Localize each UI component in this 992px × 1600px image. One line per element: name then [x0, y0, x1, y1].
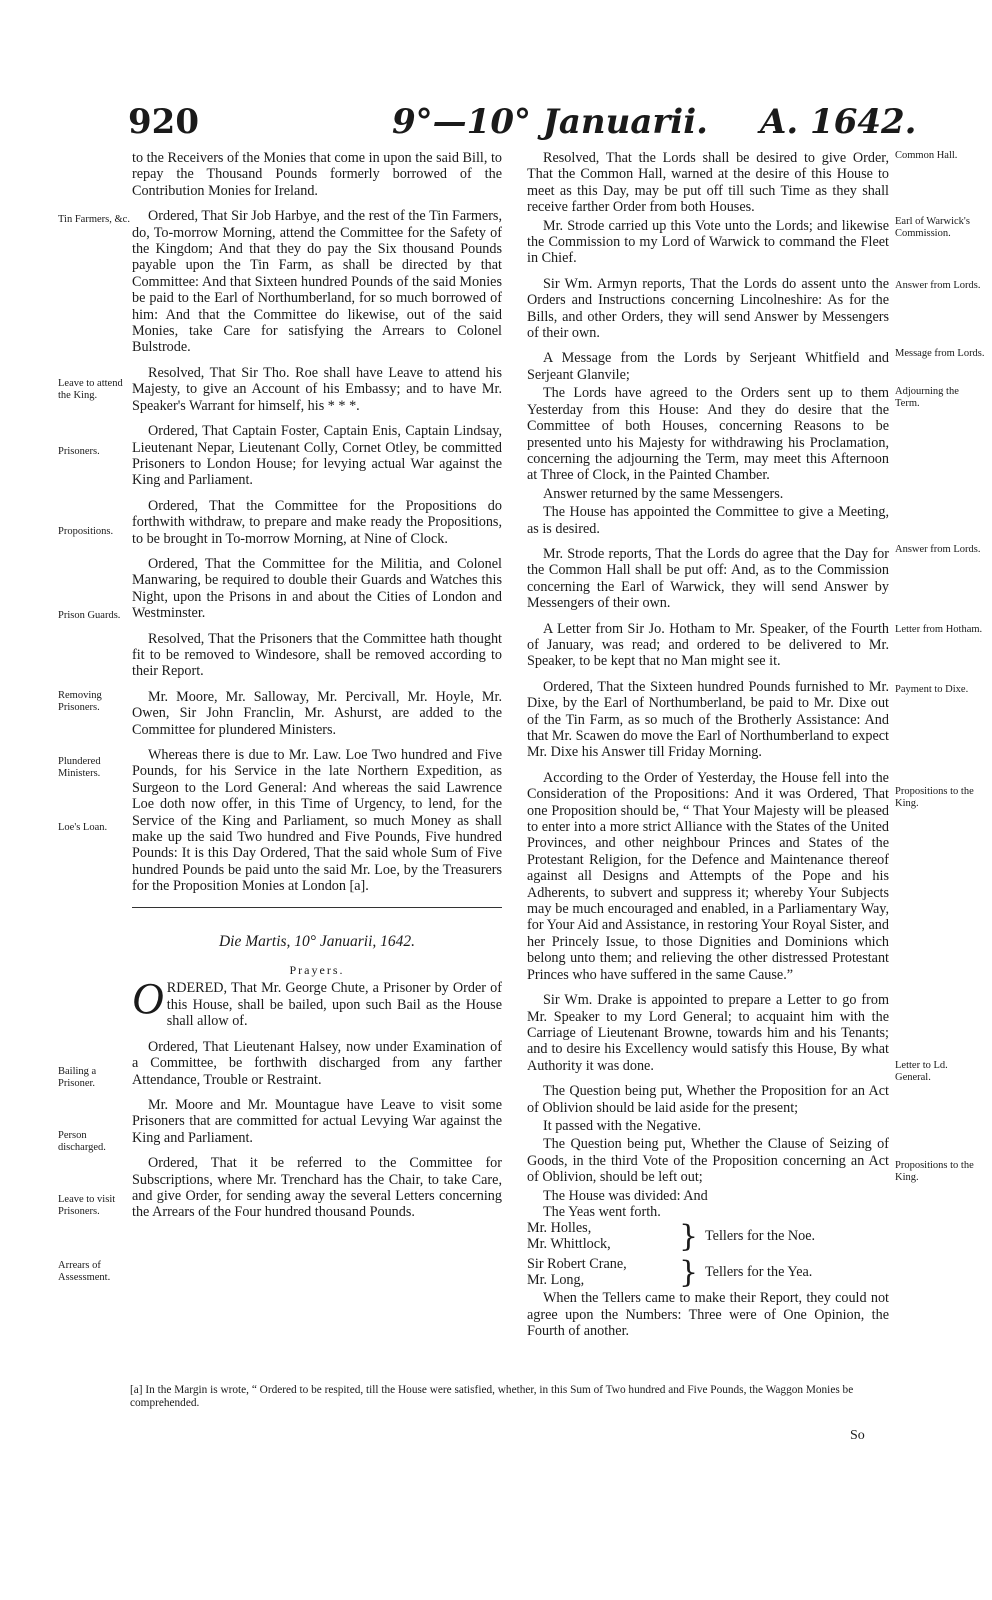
paragraph-lords-agreed: The Lords have agreed to the Orders sent up to them Yesterday from this House: And they do desire that the Committee of both Houses, concerning Reasons to be presented unto his Majesty for withdrawing his Proclamation, concerning the adjourning the Term, may meet this Afternoon at Three of Clock, in the Painted Chamber.: [527, 385, 889, 484]
tellers-label: Tellers for the Yea.: [705, 1264, 813, 1281]
margin-note-letter-to-general: Letter to Ld. General.: [895, 1060, 948, 1083]
margin-note-arrears-assessment: Arrears of Assessment.: [58, 1260, 111, 1283]
catchword: So: [850, 1428, 865, 1443]
margin-note-prison-guards: Prison Guards.: [58, 610, 121, 621]
margin-note-adjourning-term: Adjourning the Term.: [895, 386, 959, 409]
paragraph-roe-leave: Resolved, That Sir Tho. Roe shall have Leave to attend his Majesty, to give an Account of his Embassy; and to have Mr. Speaker's Warrant for himself, his * * *.: [132, 364, 502, 414]
margin-note-plundered-ministers: Plundered Ministers.: [58, 756, 101, 779]
header-year: A. 1642.: [760, 102, 917, 142]
margin-note-answer-from-lords-1: Answer from Lords.: [895, 280, 981, 291]
margin-note-propositions-to-king-1: Propositions to the King.: [895, 786, 974, 809]
teller-name: Mr. Holles,: [527, 1220, 592, 1237]
paragraph-hotham-letter: A Letter from Sir Jo. Hotham to Mr. Speaker, of the Fourth of January, was read; and ordered to be delivered to Mr. Speaker, to be kept that no Man might see it.: [527, 620, 889, 670]
paragraph-arrears: Ordered, That it be referred to the Committee for Subscriptions, where Mr. Trenchard has the Chair, to take Care, and give Order, for sending away the several Letters concerning the Arrears of the Four hundred thousand Pounds.: [132, 1155, 502, 1221]
margin-note-payment-to-dixe: Payment to Dixe.: [895, 684, 969, 695]
paragraph-house-divided: The House was divided: And: [543, 1187, 708, 1204]
margin-note-bailing-prisoner: Bailing a Prisoner.: [58, 1066, 97, 1089]
teller-name: Sir Robert Crane,: [527, 1256, 627, 1273]
paragraph-negative: It passed with the Negative.: [543, 1117, 701, 1134]
paragraph-tin-farmers: Ordered, That Sir Job Harbye, and the rest of the Tin Farmers, do, To-morrow Morning, attend the Committee for the Safety of the Kingdom; And that they do pay the Six thousand Pounds payable upon the Tin Farm, as shall be directed by that Committee: And that Sixteen hundred Pounds of the said Monies be paid to the Earl of Northumberland, for so much borrowed of him: And that the Committee do likewise, out of the said Monies, take Care for satisfying the Arrears to Colonel Bulstrode.: [132, 208, 502, 356]
margin-note-leave-attend-king: Leave to attend the King.: [58, 378, 123, 401]
left-column: [132, 150, 502, 1230]
margin-note-propositions-to-king-2: Propositions to the King.: [895, 1160, 974, 1183]
paragraph-question-oblivion: The Question being put, Whether the Proposition for an Act of Oblivion should be laid aside for the present;: [527, 1083, 889, 1116]
margin-note-propositions: Propositions.: [58, 526, 114, 537]
running-header: [0, 102, 992, 152]
paragraph-halsey-discharged: Ordered, That Lieutenant Halsey, now under Examination of a Committee, be forthwith discharged from any farther Attendance, Trouble or Restraint.: [132, 1038, 502, 1088]
teller-name: Mr. Whittlock,: [527, 1236, 611, 1253]
paragraph-proposition-alliance: According to the Order of Yesterday, the House fell into the Consideration of the Propositions: And it was Ordered, That one Proposition should be, “ That Your Majesty will be pleased to enter into a more strict Alliance with the States of the United Provinces, and other neighbour Princes and States of the Protestant Religion, for the Defence and Maintenance thereof against all Designs and Attempts of the Pope and his Adherents, to subvert and suppress it; whereby Your Subjects may be much encouraged and enabled, in a Parliamentary Way, for Your Aid and Assistance, in restoring Your Royal Sister, and her Princely Issue, to those Dignities and Dominions which belong unto them; and relieving the other distressed Protestant Princes who have suffered in the same Cause.”: [527, 769, 889, 983]
margin-note-loes-loan: Loe's Loan.: [58, 822, 108, 833]
day-heading: Die Martis, 10° Januarii, 1642.: [218, 932, 416, 950]
right-column: [527, 150, 889, 1349]
paragraph-strode-report: Mr. Strode reports, That the Lords do agree that the Day for the Common Hall shall be put off: And, as to the Commission concerning the Earl of Warwick, they will send Answer by Messengers of their own.: [527, 545, 889, 612]
margin-note-prisoners: Prisoners.: [58, 446, 100, 457]
margin-note-removing-prisoners: Removing Prisoners.: [58, 690, 102, 713]
tellers-label: Tellers for the Noe.: [705, 1228, 816, 1245]
paragraph-yeas-forth: The Yeas went forth.: [543, 1203, 661, 1220]
paragraph-ireland-repayment: to the Receivers of the Monies that come in upon the said Bill, to repay the Thousand Pounds formerly borrowed of the Contribution Monies for Ireland.: [132, 150, 502, 199]
brace: }: [679, 1219, 699, 1255]
paragraph-loe-loan: Whereas there is due to Mr. Law. Loe Two hundred and Five Pounds, for his Service in the late Northern Expedition, as Surgeon to the Lord General: And whereas the said Lawrence Loe doth now offer, in this Time of Urgency, to lend, for the Service of the King and Parliament, so much Money as shall make up the said Two hundred and Five Pounds, Five hundred Pounds: It is this Day Ordered, That the said whole Sum of Five hundred Pounds be paid unto the said Mr. Loe, by the Treasurers for the Proposition Monies at London [a].: [132, 747, 502, 895]
prayers-heading: Prayers.: [289, 963, 345, 978]
tellers-yea: [527, 1256, 889, 1290]
paragraph-drake-letter: Sir Wm. Drake is appointed to prepare a Letter to go from Mr. Speaker to my Lord General; to acquaint him with the Carriage of Lieutenant Browne, towards him and his Tenants; and to desire his Excellency would satisfy this House, By what Authority it was done.: [527, 992, 889, 1074]
page-number: 920: [128, 102, 199, 142]
teller-name: Mr. Long,: [527, 1272, 585, 1289]
drop-cap: O: [132, 974, 164, 1024]
brace: }: [679, 1255, 699, 1291]
margin-note-message-from-lords: Message from Lords.: [895, 348, 985, 359]
section-divider: [132, 907, 502, 908]
paragraph-question-seizing: The Question being put, Whether the Clause of Seizing of Goods, in the third Vote of the Proposition concerning an Act of Oblivion, should be left out;: [527, 1136, 889, 1186]
paragraph-armyn-report: Sir Wm. Armyn reports, That the Lords do assent unto the Orders and Instructions concerning Lincolneshire: As for the Bills, and other Orders, they will send Answer by Messengers of their own.: [527, 275, 889, 342]
paragraph-answer-returned: Answer returned by the same Messengers.: [543, 485, 784, 502]
paragraph-message-serjeants: A Message from the Lords by Serjeant Whitfield and Serjeant Glanvile;: [527, 350, 889, 383]
paragraph-leave-visit: Mr. Moore and Mr. Mountague have Leave to visit some Prisoners that are committed for actual Levying War against the King and Parliament.: [132, 1096, 502, 1146]
paragraph-plundered-ministers: Mr. Moore, Mr. Salloway, Mr. Percivall, Mr. Hoyle, Mr. Owen, Sir John Franclin, Mr. Ashurst, are added to the Committee for plundered Ministers.: [132, 688, 502, 738]
paragraph-house-appointed: The House has appointed the Committee to give a Meeting, as is desired.: [527, 504, 889, 537]
paragraph-prison-guards: Ordered, That the Committee for the Militia, and Colonel Manwaring, be required to double their Guards and Watches this Night, upon the Prisons in and about the Cities of London and Westminster.: [132, 555, 502, 622]
paragraph-bail-chute: [132, 974, 502, 1030]
margin-note-answer-from-lords-2: Answer from Lords.: [895, 544, 981, 555]
paragraph-removing-prisoners: Resolved, That the Prisoners that the Committee hath thought fit to be removed to Windesore, shall be removed according to their Report.: [132, 630, 502, 680]
footnote: [a] In the Margin is wrote, “ Ordered to be respited, till the House were satisfied, whether, in this Sum of Two hundred and Five Pounds, the Waggon Monies be comprehended.: [130, 1384, 854, 1409]
margin-note-letter-from-hotham: Letter from Hotham.: [895, 624, 983, 635]
paragraph-common-hall: Resolved, That the Lords shall be desired to give Order, That the Common Hall, warned at the desire of this House to meet as this Day, may be put off till such Time as they shall receive farther Order from both Houses.: [527, 150, 889, 216]
margin-note-warwick-commission: Earl of Warwick's Commission.: [895, 216, 970, 239]
margin-note-person-discharged: Person discharged.: [58, 1130, 106, 1153]
paragraph-strode-vote: Mr. Strode carried up this Vote unto the Lords; and likewise the Commission to my Lord of Warwick to command the Fleet in Chief.: [527, 217, 889, 267]
margin-note-common-hall: Common Hall.: [895, 150, 958, 161]
paragraph-tellers-report: When the Tellers came to make their Report, they could not agree upon the Numbers: Three were of One Opinion, the Fourth of another.: [527, 1290, 889, 1340]
header-dates: 9°—10° Januarii.: [392, 102, 708, 142]
margin-note-leave-visit-prisoners: Leave to visit Prisoners.: [58, 1194, 116, 1217]
bail-text: RDERED, That Mr. George Chute, a Prisoner by Order of this House, shall be bailed, upon such Bail as the House shall allow of.: [166, 980, 502, 1030]
tellers-noe: [527, 1220, 889, 1256]
margin-note-tin-farmers: Tin Farmers, &c.: [58, 214, 130, 225]
paragraph-propositions-committee: Ordered, That the Committee for the Propositions do forthwith withdraw, to prepare and make ready the Propositions, to be brought in To-morrow Morning, at Nine of Clock.: [132, 497, 502, 547]
paragraph-dixe-payment: Ordered, That the Sixteen hundred Pounds furnished to Mr. Dixe, by the Earl of Northumberland, be paid to Mr. Dixe out of the Tin Farm, as so much of the Brotherly Assistance: And that Mr. Scawen do move the Earl of Northumberland to expect Mr. Dixe his Answer till Friday Morning.: [527, 678, 889, 761]
paragraph-prisoners-committed: Ordered, That Captain Foster, Captain Enis, Captain Lindsay, Lieutenant Nepar, Lieutenant Colly, Cornet Otley, be committed Prisoners to London House; for levying actual War against the King and Parliament.: [132, 423, 502, 489]
